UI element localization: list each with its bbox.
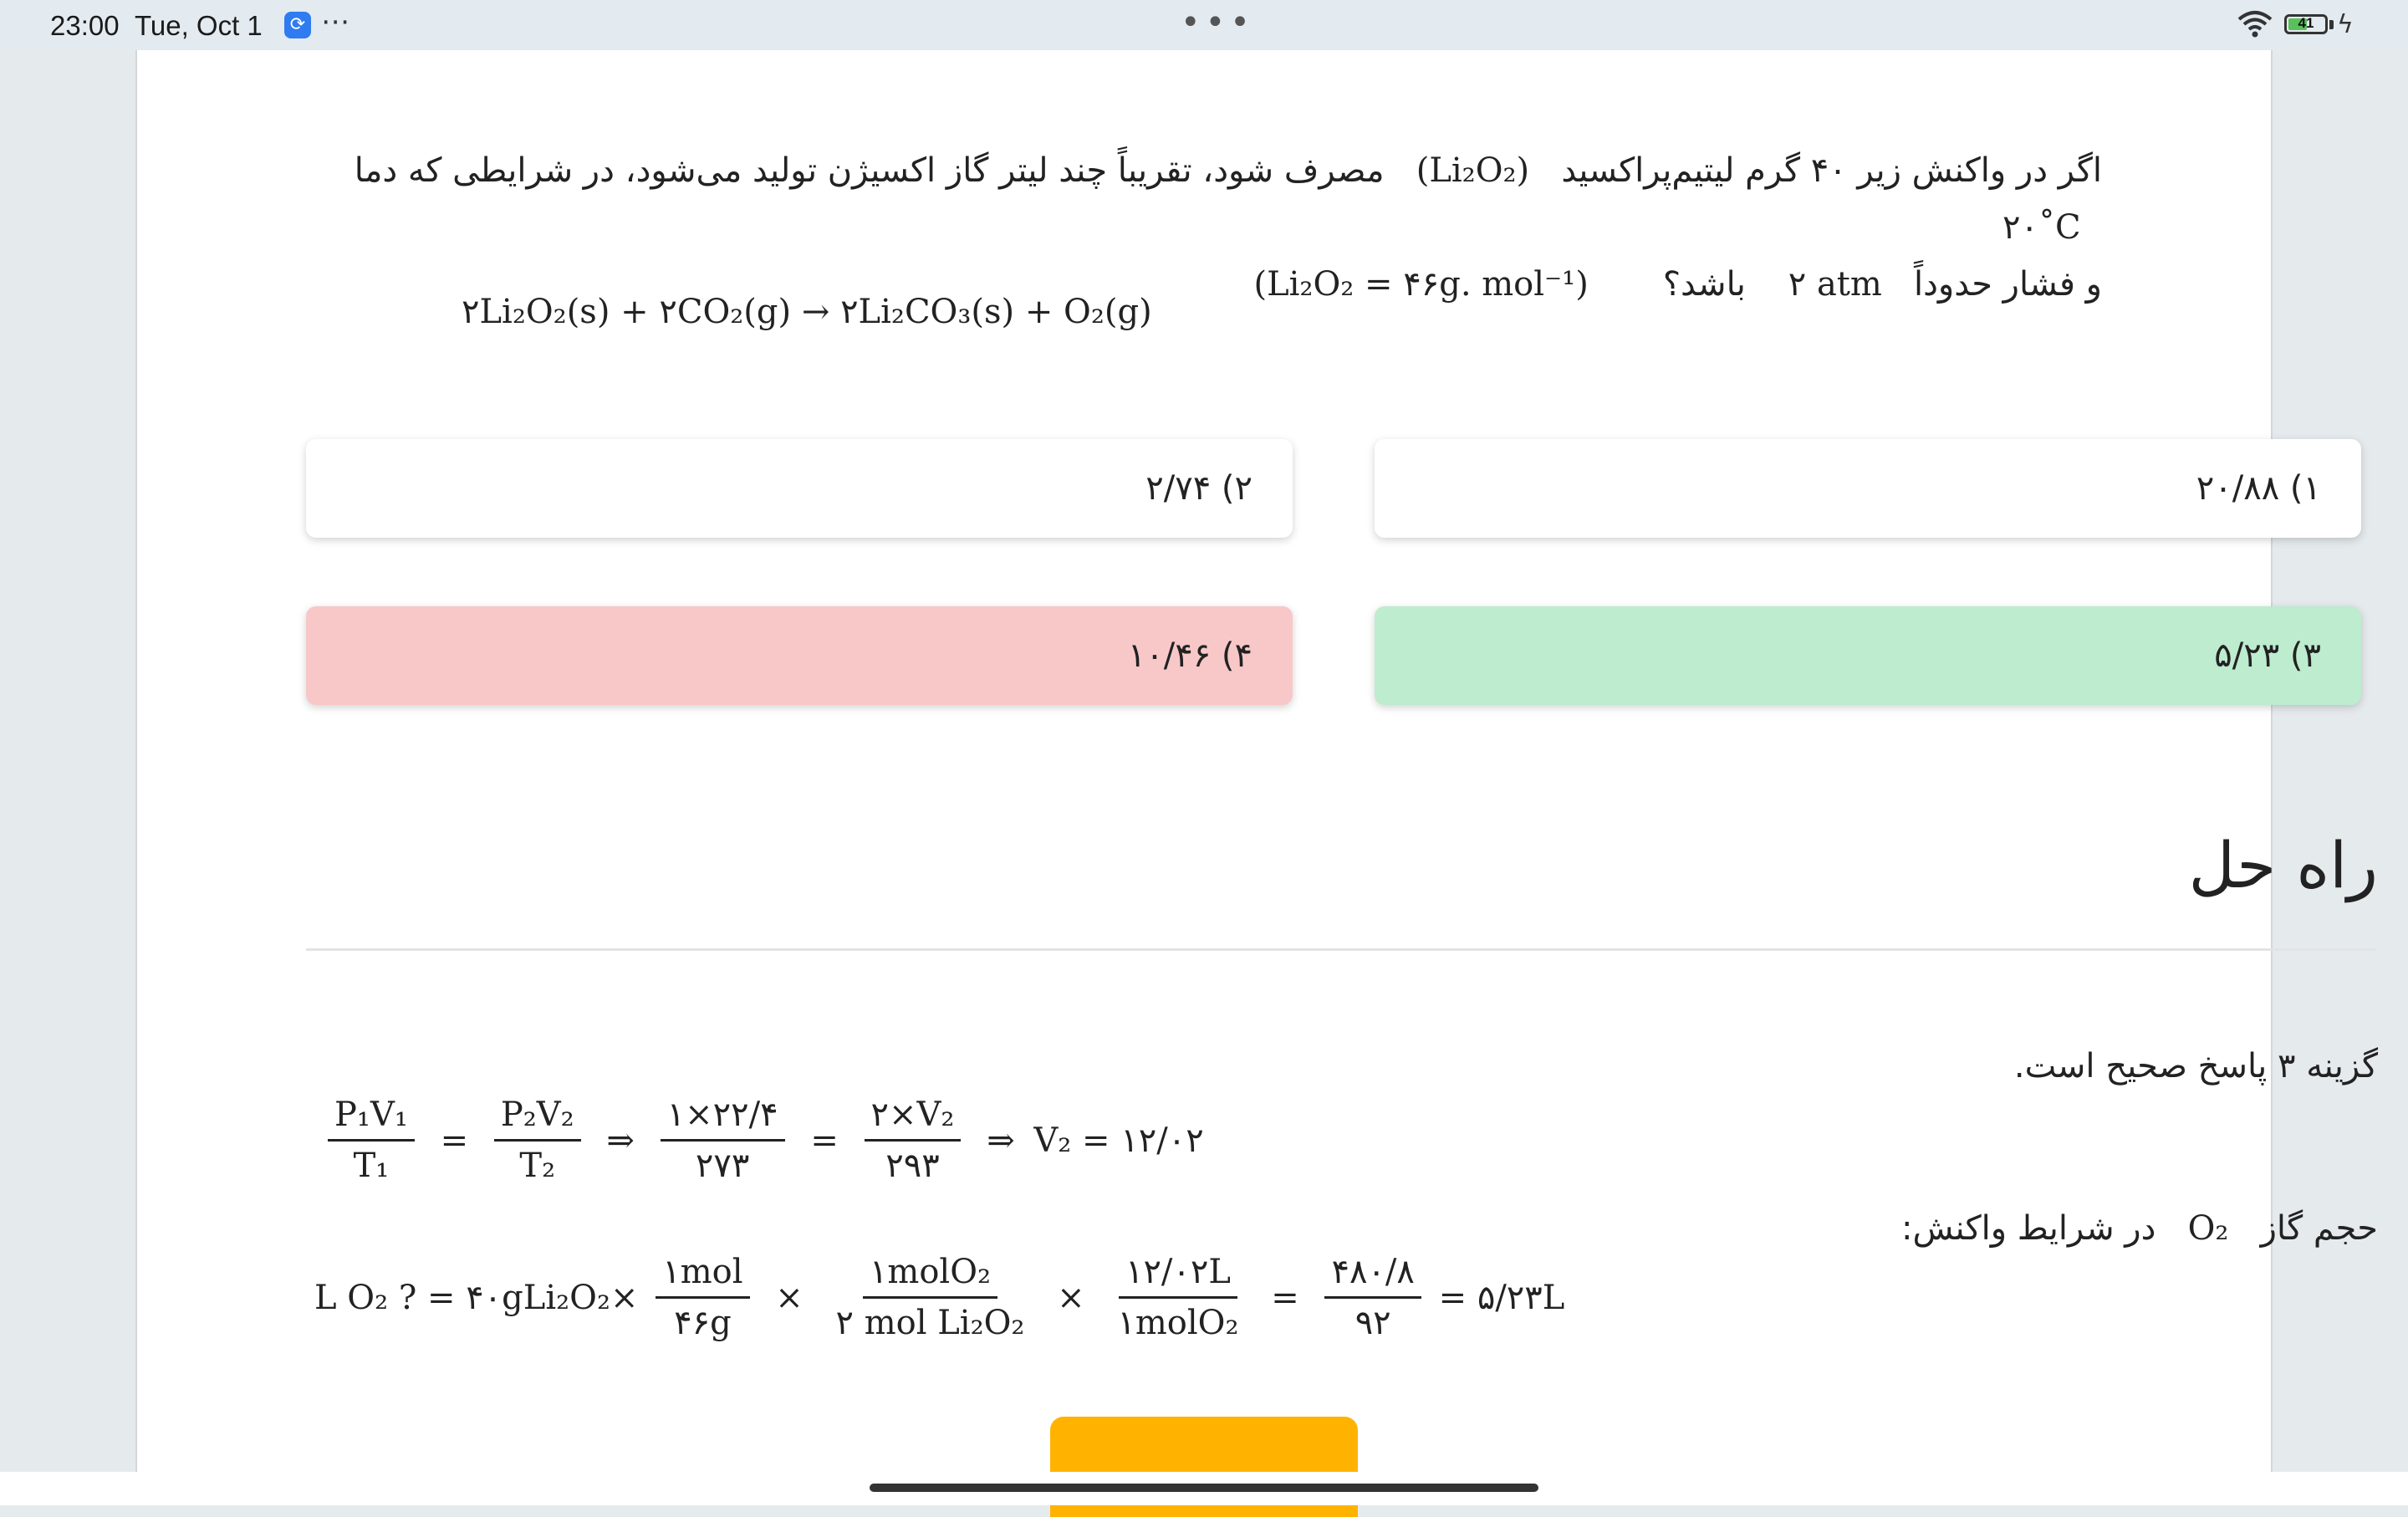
wifi-icon (2237, 10, 2273, 38)
correct-answer-text: گزینه ۳ پاسخ صحیح است. (2013, 1047, 2378, 1085)
fraction-values-left: $\frac{۱\times ۲۲/۴}{۲۷۳}$ (661, 1096, 785, 1185)
option-2[interactable]: ۲) ۲/۷۴ (306, 439, 1293, 538)
solution-title: راه حل (2188, 828, 2378, 902)
stoichiometry-equation: L O₂ ? = ۴۰gLi₂O₂× $\frac{\text{۱mol}}{۴۶g}$ × $\frac{\text{۱molO₂}}{\text{۲ mol Li₂O₂}}$ × $\frac{۱۲/۰۲L}{\text{۱molO₂}}$ = $\frac{۴۸۰/۸}{۹۲}$ = ۵/۲۳L (314, 1253, 1565, 1342)
battery-cap (2329, 20, 2334, 29)
fraction-molar-mass: $\frac{\text{۱mol}}{۴۶g}$ (656, 1253, 749, 1342)
formula-li2o2: (Li₂O₂) (1416, 151, 1530, 190)
status-time: 23:00 Tue, Oct 1 (50, 10, 263, 41)
reaction-equation: ۲Li₂O₂(s) + ۲CO₂(g) → ۲Li₂CO₃(s) + O₂(g) (462, 293, 1152, 331)
app-notification-icon: ⟳ (284, 12, 311, 38)
fraction-values-right: $\frac{\text{۲×V₂}}{۲۹۳}$ (865, 1096, 962, 1185)
v2-result: V₂ = ۱۲/۰۲ (1033, 1121, 1204, 1160)
o2-volume-result: = ۵/۲۳L (1438, 1278, 1565, 1317)
fraction-molar-volume: $\frac{۱۲/۰۲L}{\text{۱molO₂}}$ (1117, 1253, 1239, 1342)
status-bar (0, 0, 2408, 50)
volume-label: حجم گاز O₂ در شرایط واکنش: (1901, 1209, 2378, 1248)
pressure-value: ۲ atm (1788, 265, 1882, 304)
temperature-value: ۲۰˚C (2002, 208, 2081, 247)
battery-percent: 41 (2298, 15, 2314, 31)
option-3-correct[interactable]: ۳) ۵/۲۳ (1375, 606, 2361, 705)
home-indicator[interactable] (870, 1484, 1538, 1492)
charging-icon: ϟ (2337, 10, 2354, 39)
battery-icon (2284, 14, 2328, 34)
option-4-wrong[interactable]: ۴) ۱۰/۴۶ (306, 606, 1293, 705)
fraction-p1v1-t1: $\frac{\text{P₁V₁}}{\text{T₁}}$ (328, 1096, 415, 1185)
fraction-mole-ratio: $\frac{\text{۱molO₂}}{\text{۲ mol Li₂O₂}}$ (835, 1253, 1025, 1342)
more-notifications-icon: ⋯ (321, 5, 351, 38)
molar-mass: (Li₂O₂ = ۴۶g. mol⁻¹) (1253, 265, 1589, 304)
option-1[interactable]: ۱) ۲۰/۸۸ (1375, 439, 2361, 538)
question-text (329, 142, 2102, 313)
question-line-1: اگر در واکنش زیر ۴۰ گرم لیتیم‌پراکسید (Li₂O₂) مصرف شود، تقریباً چند لیتر گاز اکسیژن تولید می‌شود، در شرایطی که دما ۲۰˚C (354, 151, 2102, 247)
gas-law-equation: $\frac{\text{P₁V₁}}{\text{T₁}}$ = $\frac{\text{P₂V₂}}{\text{T₂}}$ ⇒ $\frac{۱\times ۲۲/۴}{۲۷۳}$ = $\frac{\text{۲×V₂}}{۲۹۳}$ ⇒ V₂ = ۱۲/۰۲ (321, 1096, 1204, 1185)
multitask-dots-icon[interactable]: ••• (1181, 3, 1255, 42)
fraction-p2v2-t2: $\frac{\text{P₂V₂}}{\text{T₂}}$ (494, 1096, 581, 1185)
divider (306, 948, 2376, 951)
fraction-final: $\frac{۴۸۰/۸}{۹۲}$ (1324, 1253, 1421, 1342)
eq2-lhs: L O₂ ? = ۴۰gLi₂O₂× (314, 1278, 639, 1317)
content-page (135, 50, 2378, 1472)
question-line-2: و فشار حدوداً ۲ atm باشد؟ (Li₂O₂ = ۴۶g. mol⁻¹) (1253, 265, 2102, 304)
